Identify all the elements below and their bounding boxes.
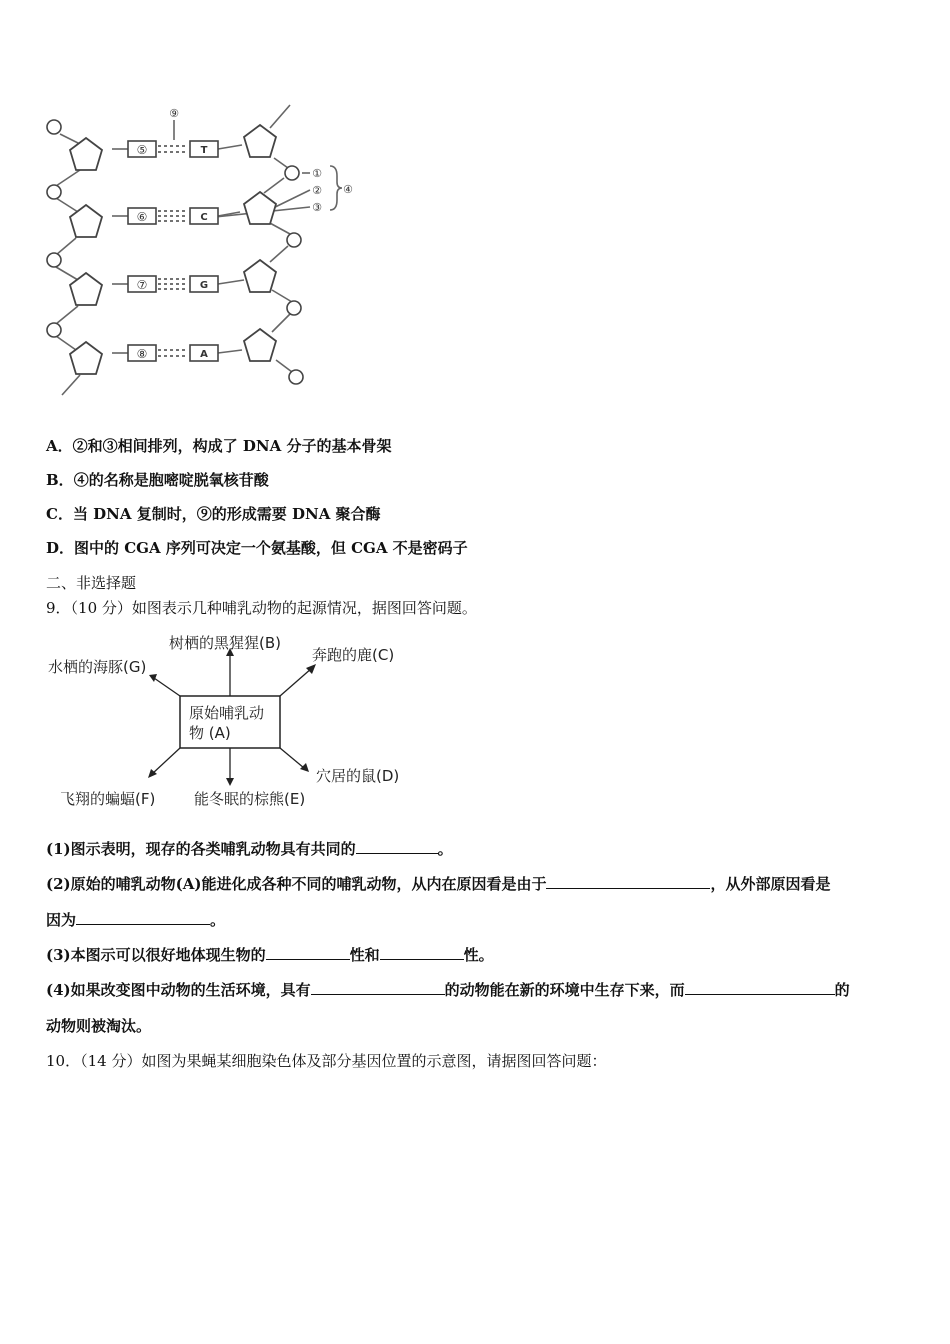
section-heading: 二、非选择题 [46, 574, 137, 592]
option-letter: B． [46, 471, 74, 489]
sub-text: 性。 [463, 946, 494, 964]
callout-2: ② [312, 184, 322, 197]
option-a [46, 435, 391, 456]
option-letter: D． [46, 539, 75, 557]
center-label-line2: 物 (A) [189, 724, 231, 742]
option-b [46, 469, 269, 490]
sub-text: 因为 [46, 911, 77, 929]
callout-1: ① [312, 167, 322, 180]
answer-blank[interactable] [356, 839, 438, 854]
answer-blank[interactable] [311, 980, 445, 995]
base-label-6: ⑥ [136, 210, 148, 224]
base-label-8: ⑧ [136, 347, 148, 361]
sub-text: (3)本图示可以很好地体现生物的 [46, 946, 266, 964]
sub-text: 。 [437, 840, 453, 858]
answer-blank[interactable] [266, 945, 350, 960]
base-label-a: A [200, 349, 208, 360]
option-text: ②和③相间排列，构成了 DNA 分子的基本骨架 [72, 437, 392, 455]
sub-text: 的 [834, 981, 850, 999]
sub-text: (1)图示表明，现存的各类哺乳动物具有共同的 [46, 840, 356, 858]
label-e: 能冬眠的棕熊(E) [194, 790, 306, 808]
base-label-g: G [199, 280, 209, 291]
base-label-5: ⑤ [136, 143, 148, 157]
sub-text: 性和 [349, 946, 380, 964]
q9-sub1 [46, 838, 453, 859]
q9-sub2 [46, 873, 830, 894]
label-f: 飞翔的蝙蝠(F) [60, 790, 156, 808]
answer-blank[interactable] [546, 874, 710, 889]
answer-blank[interactable] [380, 945, 464, 960]
base-label-7: ⑦ [136, 278, 148, 292]
option-text: ④的名称是胞嘧啶脱氧核苷酸 [73, 471, 269, 489]
dna-structure-figure [40, 100, 370, 405]
option-d [46, 537, 468, 558]
mammal-evolution-diagram [44, 628, 424, 818]
q9-sub4-cont: 动物则被淘汰。 [46, 1017, 152, 1035]
question-9-stem: 9．（10 分）如图表示几种哺乳动物的起源情况，据图回答问题。 [46, 599, 477, 617]
sub-text: ，从外部原因看是 [710, 875, 831, 893]
sub-text: 。 [210, 911, 226, 929]
sub-text: (2)原始的哺乳动物(A)能进化成各种不同的哺乳动物，从内在原因看是由于 [46, 875, 547, 893]
answer-blank[interactable] [76, 910, 210, 925]
option-letter: A． [46, 437, 73, 455]
label-b: 树栖的黑猩猩(B) [169, 634, 281, 652]
answer-blank[interactable] [685, 980, 835, 995]
callout-3: ③ [312, 201, 322, 214]
q9-sub3 [46, 944, 494, 965]
base-label-t: T [200, 145, 208, 156]
label-g: 水栖的海豚(G) [48, 658, 147, 676]
label-c: 奔跑的鹿(C) [312, 646, 395, 664]
option-letter: C． [46, 505, 73, 523]
callout-4: ④ [343, 183, 353, 196]
label-d: 穴居的鼠(D) [316, 767, 400, 785]
sub-text: (4)如果改变图中动物的生活环境，具有 [46, 981, 311, 999]
option-text: 当 DNA 复制时，⑨的形成需要 DNA 聚合酶 [72, 505, 381, 523]
center-label-line1: 原始哺乳动 [189, 704, 265, 722]
sub-text: 的动物能在新的环境中生存下来，而 [444, 981, 685, 999]
q9-sub2-cont [46, 909, 225, 930]
option-c [46, 503, 381, 524]
callout-9: ⑨ [169, 107, 179, 120]
base-label-c: C [200, 212, 208, 223]
q9-sub4 [46, 979, 850, 1000]
question-10-stem: 10．（14 分）如图为果蝇某细胞染色体及部分基因位置的示意图，请据图回答问题： [46, 1052, 607, 1070]
option-text: 图中的 CGA 序列可决定一个氨基酸，但 CGA 不是密码子 [74, 539, 468, 557]
